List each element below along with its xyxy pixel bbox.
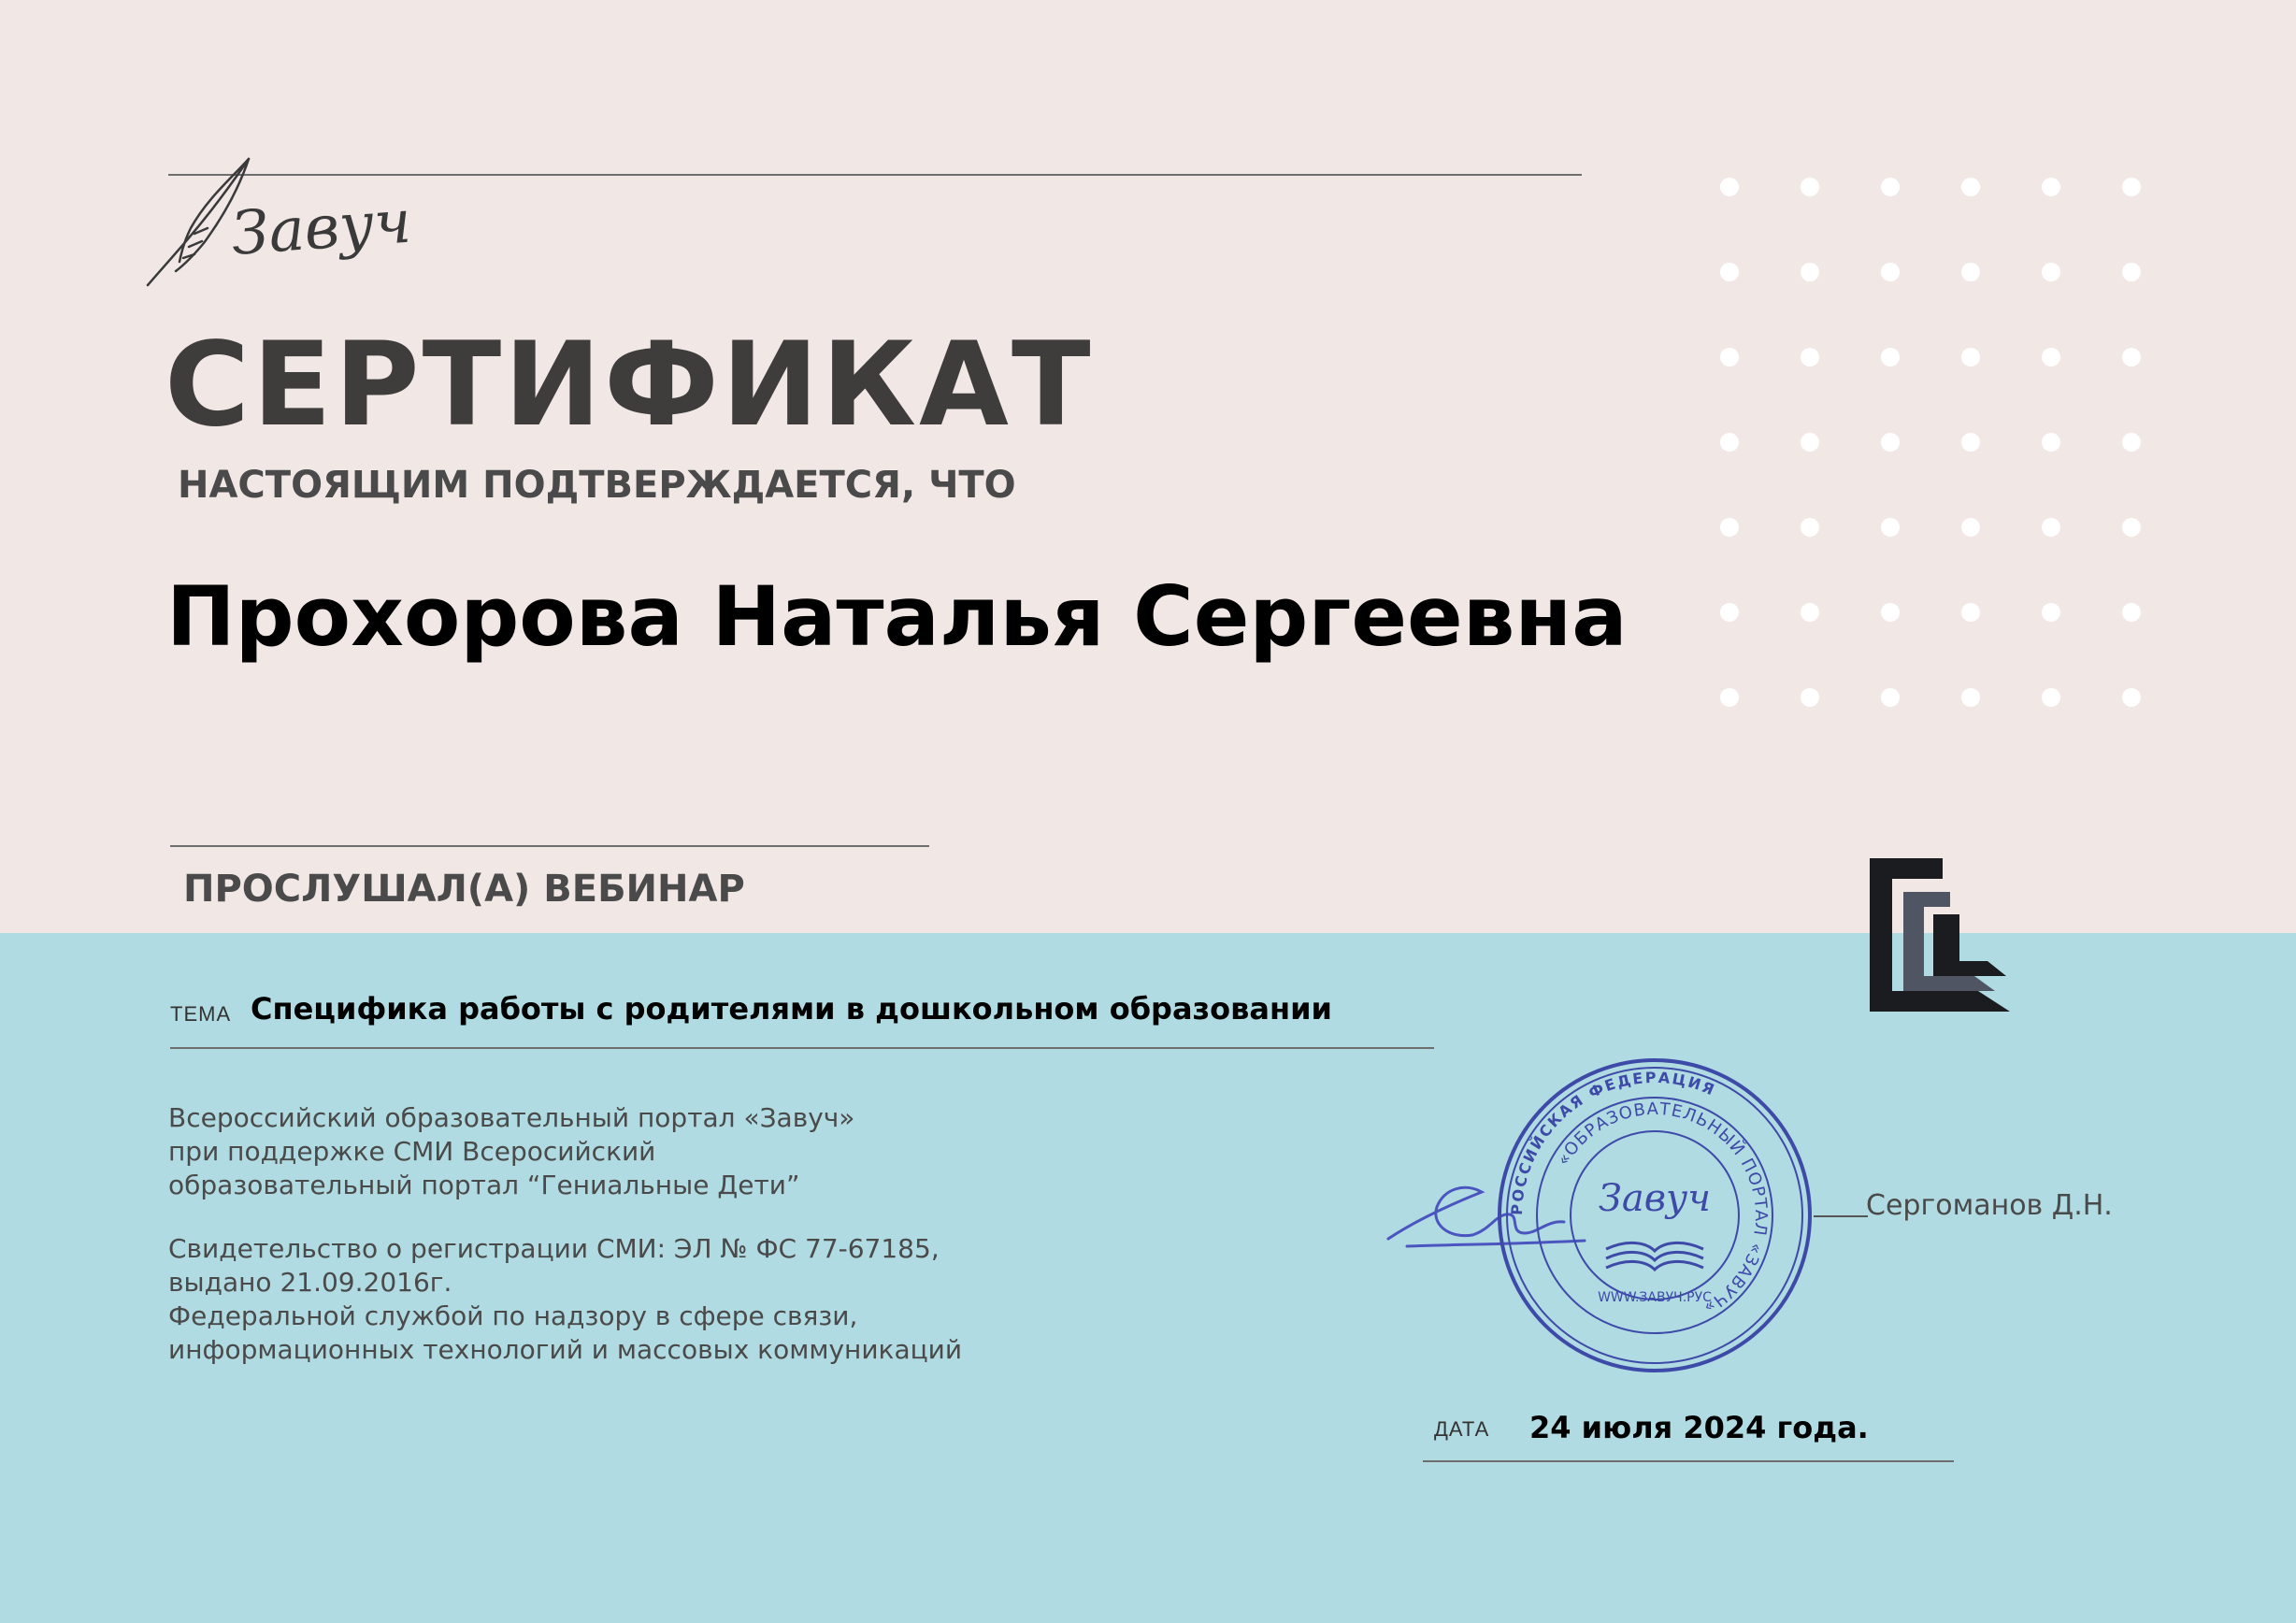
logo-text: Завуч <box>229 187 414 269</box>
registration-info-line: Свидетельство о регистрации СМИ: ЭЛ № ФС 77-67185, <box>168 1233 940 1264</box>
decor-dot <box>1881 433 1900 452</box>
webinar-heading: ПРОСЛУШАЛ(А) ВЕБИНАР <box>183 868 745 911</box>
decor-dot <box>1801 348 1819 366</box>
decor-dot <box>1720 433 1739 452</box>
open-book-icon <box>1606 1242 1703 1270</box>
date-label: ДАТА <box>1434 1417 1490 1441</box>
decor-dot <box>2042 688 2060 707</box>
decor-dot <box>2042 348 2060 366</box>
portal-info-line: образовательный портал “Гениальные Дети” <box>168 1170 800 1200</box>
decor-dot <box>2042 178 2060 196</box>
official-stamp <box>1496 1056 1814 1374</box>
decor-dot <box>1961 348 1980 366</box>
decor-dot <box>1720 348 1739 366</box>
certificate-subtitle: НАСТОЯЩИМ ПОДТВЕРЖДАЕТСЯ, ЧТО <box>178 464 1016 507</box>
decor-dot <box>1720 603 1739 622</box>
decor-dot <box>1961 518 1980 537</box>
topic-divider <box>170 1047 1434 1049</box>
decor-dot <box>2042 433 2060 452</box>
decor-dot <box>2122 433 2141 452</box>
date-divider <box>1423 1460 1954 1462</box>
stamp-center-text: Завуч <box>1598 1177 1712 1220</box>
decor-dot <box>1961 433 1980 452</box>
decor-dot <box>1720 518 1739 537</box>
decor-dot <box>1720 178 1739 196</box>
decor-dot <box>1961 263 1980 281</box>
decor-dot <box>1801 518 1819 537</box>
decor-dot <box>1881 348 1900 366</box>
date-value: 24 июля 2024 года. <box>1529 1410 1869 1445</box>
registration-info-line: выдано 21.09.2016г. <box>168 1267 452 1298</box>
decor-dot <box>2122 518 2141 537</box>
registration-info-line: информационных технологий и массовых коммуникаций <box>168 1334 963 1365</box>
decor-dot <box>2042 603 2060 622</box>
portal-info-line: при поддержке СМИ Всеросийский <box>168 1136 656 1167</box>
decor-dot <box>2122 178 2141 196</box>
decor-dot <box>1961 178 1980 196</box>
stamp-bottom-text: WWW.ЗАВУЧ.РУС <box>1598 1290 1712 1305</box>
decor-dot <box>1801 688 1819 707</box>
decor-dot <box>1801 178 1819 196</box>
recipient-name: Прохорова Наталья Сергеевна <box>166 568 1628 665</box>
decor-dot <box>2122 263 2141 281</box>
decor-dot <box>2042 263 2060 281</box>
registration-info <box>168 1232 962 1367</box>
brand-mark-icon <box>1870 858 2034 1012</box>
certificate-title: СЕРТИФИКАТ <box>165 318 1094 452</box>
decor-dot <box>1881 603 1900 622</box>
topic-label: ТЕМА <box>170 1002 232 1026</box>
decor-dot <box>1881 263 1900 281</box>
signature-line <box>1814 1215 1868 1217</box>
decor-dot <box>1801 433 1819 452</box>
stamp-inner-text: «ОБРАЗОВАТЕЛЬНЫЙ ПОРТАЛ «ЗАВУЧ» <box>1553 1099 1772 1318</box>
webinar-divider <box>170 845 929 847</box>
decor-dot <box>2122 603 2141 622</box>
decor-dot <box>2042 518 2060 537</box>
decor-dot <box>1881 178 1900 196</box>
decor-dot <box>1961 603 1980 622</box>
decor-dot <box>1881 518 1900 537</box>
decor-dot <box>2122 688 2141 707</box>
portal-info-line: Всероссийский образовательный портал «Завуч» <box>168 1102 855 1133</box>
decor-dot <box>1961 688 1980 707</box>
decor-dot <box>1801 603 1819 622</box>
registration-info-line: Федеральной службой по надзору в сфере связи, <box>168 1300 858 1331</box>
decor-dot <box>2122 348 2141 366</box>
portal-info <box>168 1101 854 1202</box>
decor-dot <box>1801 263 1819 281</box>
decor-dot <box>1720 688 1739 707</box>
zavuch-logo <box>138 150 438 318</box>
decor-dot <box>1881 688 1900 707</box>
decor-dot <box>1720 263 1739 281</box>
webinar-topic: Специфика работы с родителями в дошкольном образовании <box>251 991 1332 1027</box>
signer-name: Сергоманов Д.Н. <box>1866 1189 2113 1222</box>
stamp-outer-text: РОССИЙСКАЯ ФЕДЕРАЦИЯ <box>1507 1068 1719 1216</box>
